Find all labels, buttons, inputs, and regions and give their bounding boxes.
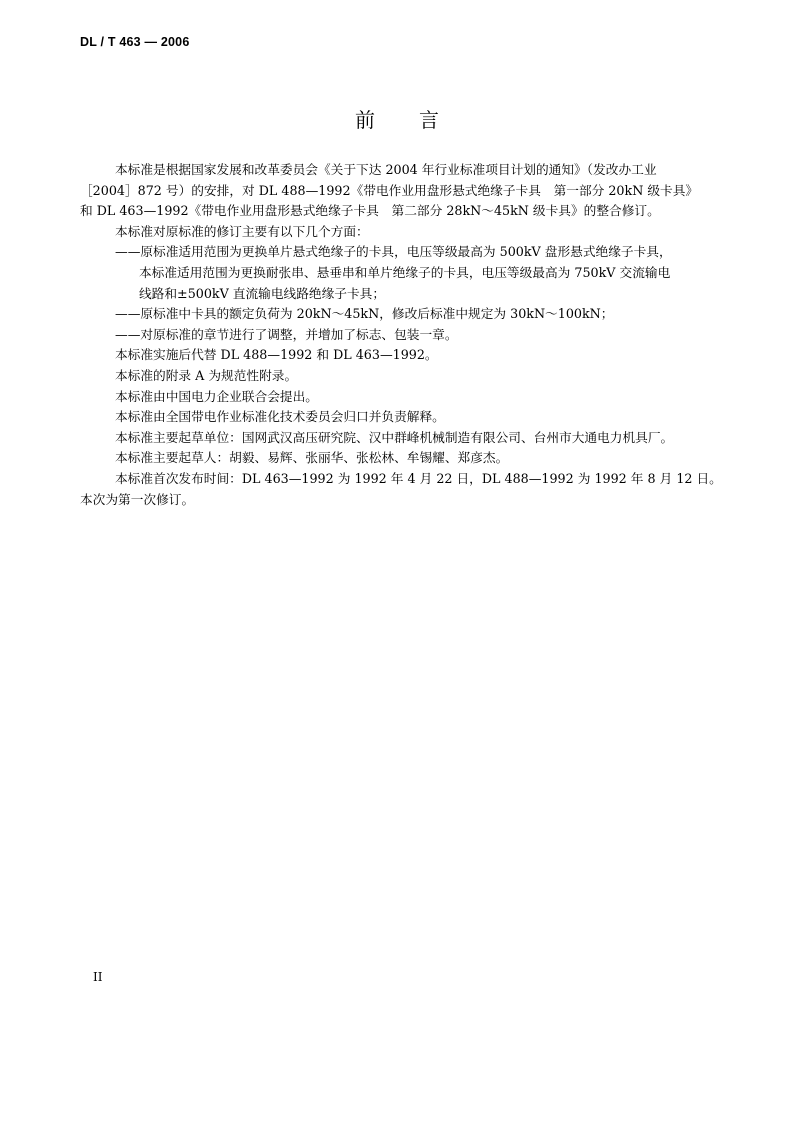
paragraph-line: 本标准主要起草人：胡毅、易辉、张丽华、张松林、牟锡耀、郑彦杰。 [115,450,509,466]
paragraph-line: 本标准对原标准的修订主要有以下几个方面： [115,223,369,239]
list-item: ——原标准适用范围为更换单片悬式绝缘子的卡具，电压等级最高为 500kV 盘形悬式绝缘子卡具， [115,244,672,260]
paragraph-line: 本标准主要起草单位：国网武汉高压研究院、汉中群峰机械制造有限公司、台州市大通电力机具厂。 [115,429,674,445]
paragraph-line: 本标准由中国电力企业联合会提出。 [115,388,318,404]
paragraph-line: 本标准实施后代替 DL 488—1992 和 DL 463—1992。 [115,347,438,363]
title-char-2: 言 [419,108,439,132]
document-code-header: DL / T 463 — 2006 [80,35,190,49]
paragraph-line: 本标准的附录 A 为规范性附录。 [115,367,298,383]
list-item-continuation: 线路和±500kV 直流输电线路绝缘子卡具； [139,285,386,301]
paragraph-line: 本标准由全国带电作业标准化技术委员会归口并负责解释。 [115,409,445,425]
list-item: ——对原标准的章节进行了调整，并增加了标志、包装一章。 [115,326,458,342]
paragraph-line: 和 DL 463—1992《带电作业用盘形悬式绝缘子卡具 第二部分 28kN～45kN 级卡具》的整合修订。 [80,203,660,219]
foreword-body [80,160,722,510]
list-item: ——原标准中卡具的额定负荷为 20kN～45kN，修改后标准中规定为 30kN～100kN； [115,306,614,322]
paragraph-line: 本标准首次发布时间：DL 463—1992 为 1992 年 4 月 22 日，DL 488—1992 为 1992 年 8 月 12 日。 [115,470,722,486]
page-title [0,104,794,133]
paragraph-line: 本次为第一次修订。 [80,491,195,507]
page-number: II [93,970,103,984]
paragraph-line: ［2004］872 号）的安排，对 DL 488—1992《带电作业用盘形悬式绝缘子卡具 第一部分 20kN 级卡具》 [80,182,699,198]
title-char-1: 前 [355,108,375,132]
list-item-continuation: 本标准适用范围为更换耐张串、悬垂串和单片绝缘子的卡具，电压等级最高为 750kV 交流输电 [139,264,671,280]
paragraph-line: 本标准是根据国家发展和改革委员会《关于下达 2004 年行业标准项目计划的通知》（发改办工业 [115,162,657,177]
